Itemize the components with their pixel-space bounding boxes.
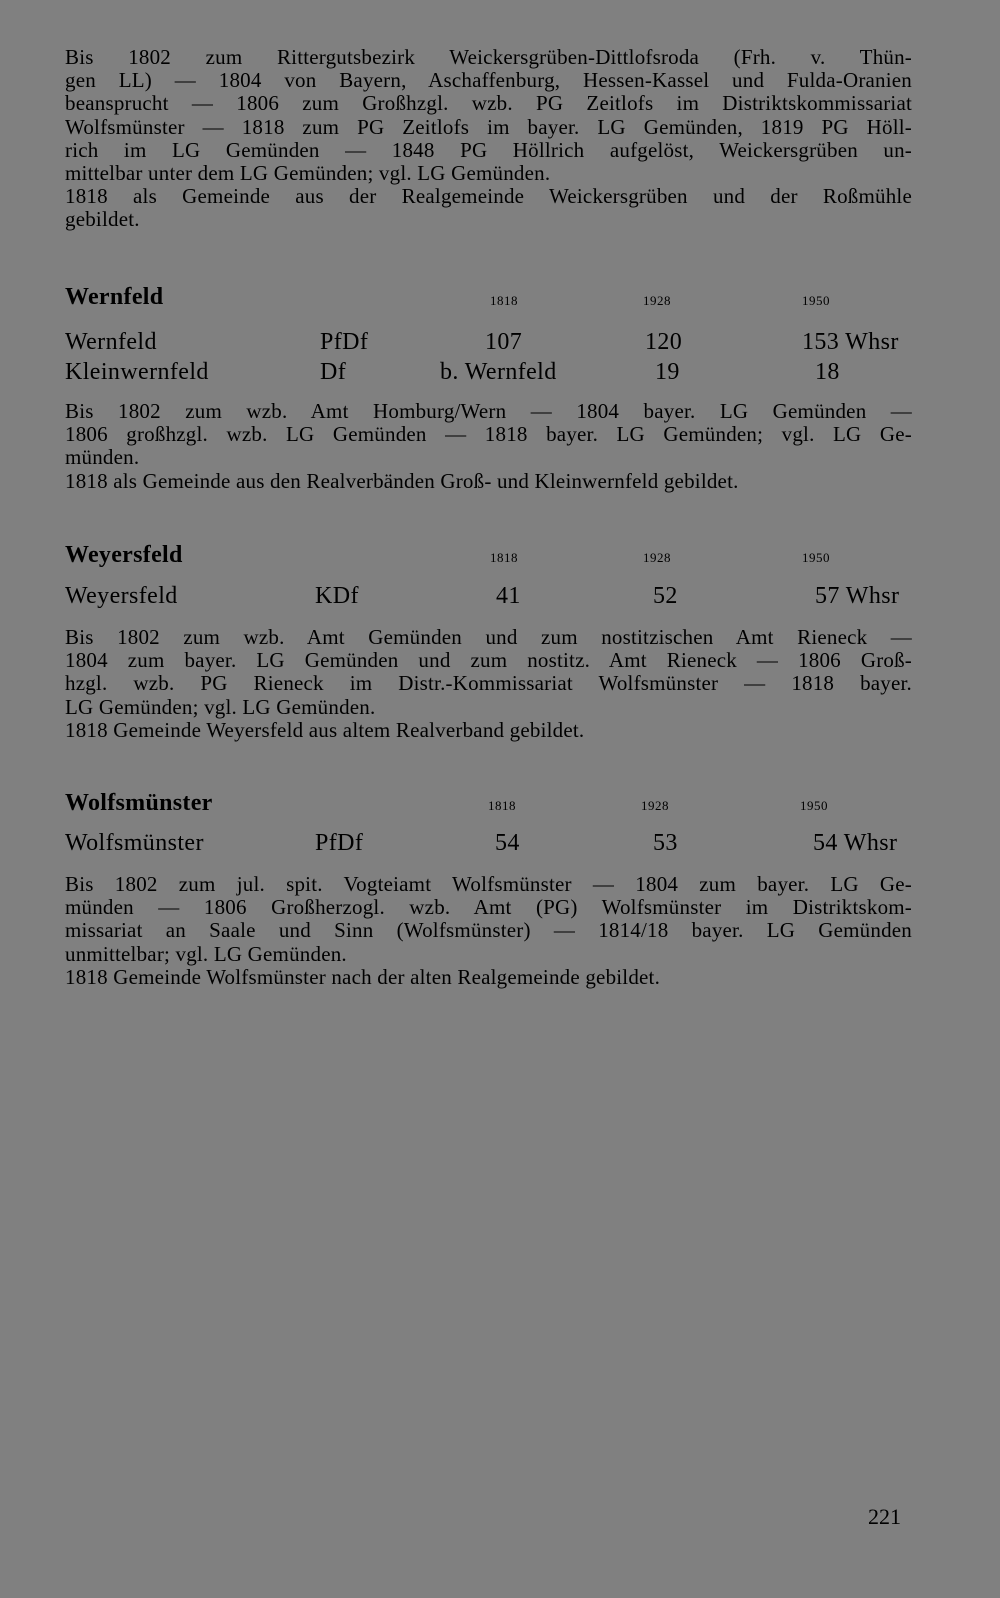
value-1928: 120 <box>645 329 683 355</box>
history-notes <box>65 626 912 742</box>
place-type: PfDf <box>320 329 369 355</box>
place-type: PfDf <box>315 830 364 856</box>
place-type: Df <box>320 359 347 385</box>
year-header-1950: 1950 <box>802 293 830 308</box>
value-1950: 18 <box>815 359 840 385</box>
year-header-1950: 1950 <box>800 798 828 813</box>
value-1818: 107 <box>485 329 523 355</box>
text-line: gebildet. <box>65 207 140 232</box>
value-1928: 53 <box>653 830 678 856</box>
history-notes <box>65 873 912 989</box>
year-header-1928: 1928 <box>641 798 669 813</box>
text-line: 1818 als Gemeinde aus den Realverbänden Groß- und Kleinwernfeld gebildet. <box>65 468 739 493</box>
year-header-1818: 1818 <box>490 293 518 308</box>
place-name: Wernfeld <box>65 329 157 355</box>
place-name: Wolfsmünster <box>65 830 204 856</box>
text-line: mittelbar unter dem LG Gemünden; vgl. LG Gemünden. <box>65 161 551 186</box>
section-heading: Weyersfeld <box>65 542 183 568</box>
value-1818: b. Wernfeld <box>440 359 557 385</box>
value-1950: 54 Whsr <box>813 830 898 856</box>
year-header-1818: 1818 <box>490 550 518 565</box>
value-1928: 19 <box>655 359 680 385</box>
value-1928: 52 <box>653 583 678 609</box>
intro-paragraph <box>65 46 912 232</box>
value-1818: 54 <box>495 830 520 856</box>
text-line: münden — 1806 Großherzogl. wzb. Amt (PG) Wolfsmünster im Distriktskom- <box>65 895 912 920</box>
text-line: unmittelbar; vgl. LG Gemünden. <box>65 941 347 966</box>
text-line: 1818 Gemeinde Weyersfeld aus altem Realverband gebildet. <box>65 717 585 742</box>
text-line: Bis 1802 zum wzb. Amt Gemünden und zum nostitzischen Amt Rieneck — <box>65 625 912 649</box>
value-1950: 153 Whsr <box>802 329 899 355</box>
text-line: Bis 1802 zum jul. spit. Vogteiamt Wolfsmünster — 1804 zum bayer. LG Ge- <box>65 872 912 896</box>
text-line: LG Gemünden; vgl. LG Gemünden. <box>65 694 376 719</box>
place-name: Kleinwernfeld <box>65 359 209 385</box>
text-line: missariat an Saale und Sinn (Wolfsmünster) — 1814/18 bayer. LG Gemünden <box>65 918 912 943</box>
year-header-1928: 1928 <box>643 293 671 308</box>
text-line: 1806 großhzgl. wzb. LG Gemünden — 1818 bayer. LG Gemünden; vgl. LG Ge- <box>65 422 912 447</box>
place-type: KDf <box>315 583 359 609</box>
year-header-1818: 1818 <box>488 798 516 813</box>
value-1950: 57 Whsr <box>815 583 900 609</box>
text-line: Wolfsmünster — 1818 zum PG Zeitlofs im bayer. LG Gemünden, 1819 PG Höll- <box>65 114 912 139</box>
section-heading: Wolfsmünster <box>65 790 213 816</box>
text-line: Bis 1802 zum wzb. Amt Homburg/Wern — 1804 bayer. LG Gemünden — <box>65 399 912 423</box>
value-1818: 41 <box>496 583 521 609</box>
place-name: Weyersfeld <box>65 583 178 609</box>
section-heading: Wernfeld <box>65 284 164 310</box>
history-notes <box>65 400 912 493</box>
page-number: 221 <box>868 1504 901 1529</box>
text-line: rich im LG Gemünden — 1848 PG Höllrich aufgelöst, Weickersgrüben un- <box>65 137 912 162</box>
text-line: 1804 zum bayer. LG Gemünden und zum nostitz. Amt Rieneck — 1806 Groß- <box>65 648 912 673</box>
text-line: münden. <box>65 445 140 470</box>
text-line: 1818 als Gemeinde aus der Realgemeinde Weickersgrüben und der Roßmühle <box>65 184 912 209</box>
year-header-1950: 1950 <box>802 550 830 565</box>
text-line: beansprucht — 1806 zum Großhzgl. wzb. PG Zeitlofs im Distriktskommissariat <box>65 91 912 116</box>
text-line: hzgl. wzb. PG Rieneck im Distr.-Kommissariat Wolfsmünster — 1818 bayer. <box>65 671 912 696</box>
year-header-1928: 1928 <box>643 550 671 565</box>
text-line: 1818 Gemeinde Wolfsmünster nach der alten Realgemeinde gebildet. <box>65 964 661 989</box>
text-line: Bis 1802 zum Rittergutsbezirk Weickersgrüben-Dittlofsroda (Frh. v. Thün- <box>65 45 912 69</box>
text-line: gen LL) — 1804 von Bayern, Aschaffenburg, Hessen-Kassel und Fulda-Oranien <box>65 68 912 93</box>
